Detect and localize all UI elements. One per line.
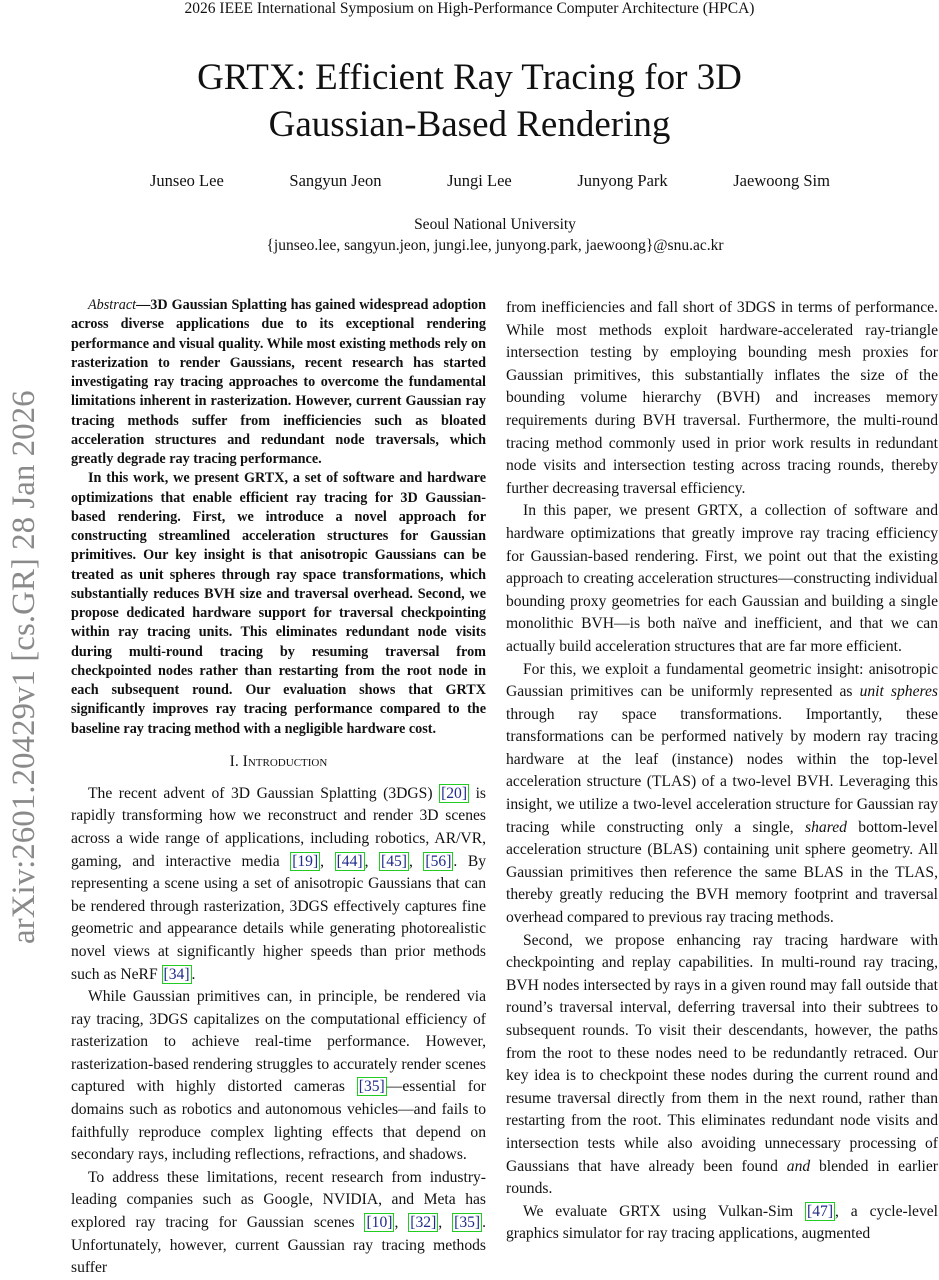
body-paragraph: For this, we exploit a fundamental geometric insight: anisotropic Gaussian primitives can be uniformly represented as unit spheres through ray space transformations. Importantly, these transformations can be performed natively by modern ray tracing hardware at the leaf (instance) nodes within the top-level acceleration structure (TLAS) of a two-level BVH. Leveraging this insight, we utilize a two-level acceleration structure for Gaussian ray tracing while constructing only a single, shared bottom-level acceleration structure (BLAS) containing unit sphere geometry. All Gaussian primitives then reference the same BLAS in the TLAS, thereby greatly reducing the BVH memory footprint and traversal overhead compared to previous ray tracing methods. (506, 660, 938, 927)
abstract-label: Abstract (88, 297, 137, 313)
citation-link[interactable]: [45] (381, 852, 407, 870)
emphasis: unit spheres (859, 683, 938, 701)
abstract (71, 296, 486, 739)
abstract-text: 3D Gaussian Splatting has gained widespread adoption across diverse applications due to its exceptional rendering performance and visual quality. While most existing methods rely on rasterization to render Gaussians, recent research has started investigating ray tracing approaches to overcome the fundamental limitations inherent in rasterization. However, current Gaussian ray tracing methods suffer from inefficiencies such as bloated acceleration structures and redundant node traversals, which greatly degrade ray tracing performance. (71, 297, 486, 467)
abstract-paragraph-1: Abstract—3D Gaussian Splatting has gained widespread adoption across diverse applications due to its exceptional rendering performance and visual quality. While most existing methods rely on rasterization to render Gaussians, recent research has started investigating ray tracing approaches to overcome the fundamental limitations inherent in rasterization. However, current Gaussian ray tracing methods suffer from inefficiencies such as bloated acceleration structures and redundant node traversals, which greatly degrade ray tracing performance. (71, 297, 486, 467)
affiliation-block (0, 214, 939, 256)
paper-title (0, 54, 939, 148)
abstract-paragraph-2: In this work, we present GRTX, a set of software and hardware optimizations that enable efficient ray tracing for 3D Gaussian-based rendering. First, we introduce a novel approach for constructing streamlined acceleration structures for Gaussian primitives. Our key insight is that anisotropic Gaussians can be treated as unit spheres through ray space transformations, which substantially reduces BVH size and traversal overhead. Second, we propose dedicated hardware support for traversal checkpointing within ray tracing units. This eliminates redundant node visits during multi-round tracing by resuming traversal from checkpointed nodes rather than restarting from the root node in each subsequent round. Our evaluation shows that GRTX significantly improves ray tracing performance compared to the baseline ray tracing method with a negligible hardware cost. (71, 470, 486, 737)
body-paragraph: from inefficiencies and fall short of 3DGS in terms of performance. While most methods exploit hardware-accelerated ray-triangle intersection testing by employing bounding mesh proxies for Gaussian primitives, this substantially inflates the size of the bounding volume hierarchy (BVH) and increases memory requirements during BVH traversal. Furthermore, the multi-round tracing method commonly used in prior work results in redundant node visits and intersection testing across tracing rounds, thereby further decreasing traversal efficiency. (506, 299, 938, 497)
title-line-1: GRTX: Efficient Ray Tracing for 3D (197, 57, 742, 98)
author-name: Jaewoong Sim (733, 171, 830, 190)
citation-link[interactable]: [10] (366, 1214, 393, 1232)
body-paragraph: We evaluate GRTX using Vulkan-Sim [47] , a cycle-level graphics simulator for ray tracing applications, augmented (506, 1202, 938, 1243)
section-number: I. (229, 752, 239, 770)
intro-paragraph-1: The recent advent of 3D Gaussian Splatting (3DGS) [20] is rapidly transforming how we reconstruct and render 3D scenes across a wide range of applications, including robotics, AR/VR, gaming, and interactive media [19] , [44] , [45] , [56] . By representing a scene using a set of anisotropic Gaussians that can be rendered through rasterization, 3DGS effectively captures fine geometric and appearance details while generating photorealistic novel views at significantly higher speeds than prior methods such as NeRF [34] . (71, 784, 487, 983)
arxiv-sidebar-stamp: arXiv:2601.20429v1 [cs.GR] 28 Jan 2026 (6, 390, 42, 944)
citation-link[interactable]: [34] (163, 965, 190, 983)
left-column (71, 296, 486, 1280)
citation-link[interactable]: [47] (807, 1202, 834, 1220)
title-line-2: Gaussian-Based Rendering (268, 104, 671, 145)
citation-link[interactable]: [19] (292, 852, 319, 870)
right-column (506, 297, 938, 1246)
conference-header: 2026 IEEE International Symposium on High-Performance Computer Architecture (HPCA) (184, 0, 755, 17)
intro-paragraph-3: To address these limitations, recent research from industry-leading companies such as Google, NVIDIA, and Meta has explored ray tracing for Gaussian scenes [10] , [32] , [35] . Unfortunately, however, current Gaussian ray tracing methods suffer (71, 1168, 487, 1277)
author-emails: {junseo.lee, sangyun.jeon, jungi.lee, junyong.park, jaewoong}@snu.ac.kr (266, 237, 724, 254)
section-heading (71, 751, 486, 773)
author-name: Junseo Lee (150, 171, 224, 190)
intro-paragraph-2: While Gaussian primitives can, in principle, be rendered via ray tracing, 3DGS capitalizes on the computational efficiency of rasterization to achieve real-time performance. However, rasterization-based rendering struggles to accurately render scenes captured with highly distorted cameras [35] —essential for domains such as robotics and autonomous vehicles—and fails to faithfully reproduce complex lighting effects that depend on secondary rays, including reflections, refractions, and shadows. (71, 988, 486, 1164)
citation-link[interactable]: [35] (454, 1214, 481, 1232)
section-title: Introduction (242, 752, 328, 770)
author-name: Sangyun Jeon (289, 171, 382, 190)
citation-link[interactable]: [44] (336, 852, 363, 870)
affiliation: Seoul National University (414, 216, 576, 233)
body-paragraph: In this paper, we present GRTX, a collection of software and hardware optimizations that greatly improve ray tracing efficiency for Gaussian-based rendering. First, we point out that the existing approach to creating acceleration structures—constructing individual bounding proxy geometries for each Gaussian and building a single monolithic BVH—is both naïve and inefficient, and that we can actually build acceleration structures that are far more efficient. (506, 502, 938, 655)
citation-link[interactable]: [35] (358, 1078, 385, 1096)
author-list (150, 171, 830, 191)
author-name: Junyong Park (577, 171, 668, 190)
citation-link[interactable]: [20] (441, 784, 468, 802)
author-name: Jungi Lee (447, 171, 512, 190)
citation-link[interactable]: [56] (425, 852, 452, 870)
emphasis: and (786, 1157, 811, 1175)
emphasis: shared (805, 818, 847, 836)
citation-link[interactable]: [32] (410, 1214, 437, 1232)
body-paragraph: Second, we propose enhancing ray tracing hardware with checkpointing and replay capabilities. In multi-round ray tracing, BVH nodes intersected by rays in a given round may fall outside that round’s traversal interval, deferring traversal into their subtrees to subsequent rounds. To visit their descendants, however, the paths from the root to these nodes need to be redundantly retraced. Our key idea is to checkpoint these nodes during the current round and resume traversal directly from them in the next round, rather than restarting from the root. This eliminates redundant node visits and intersection tests while also avoiding unnecessary processing of Gaussians that have already been found and blended in earlier rounds. (506, 931, 938, 1198)
